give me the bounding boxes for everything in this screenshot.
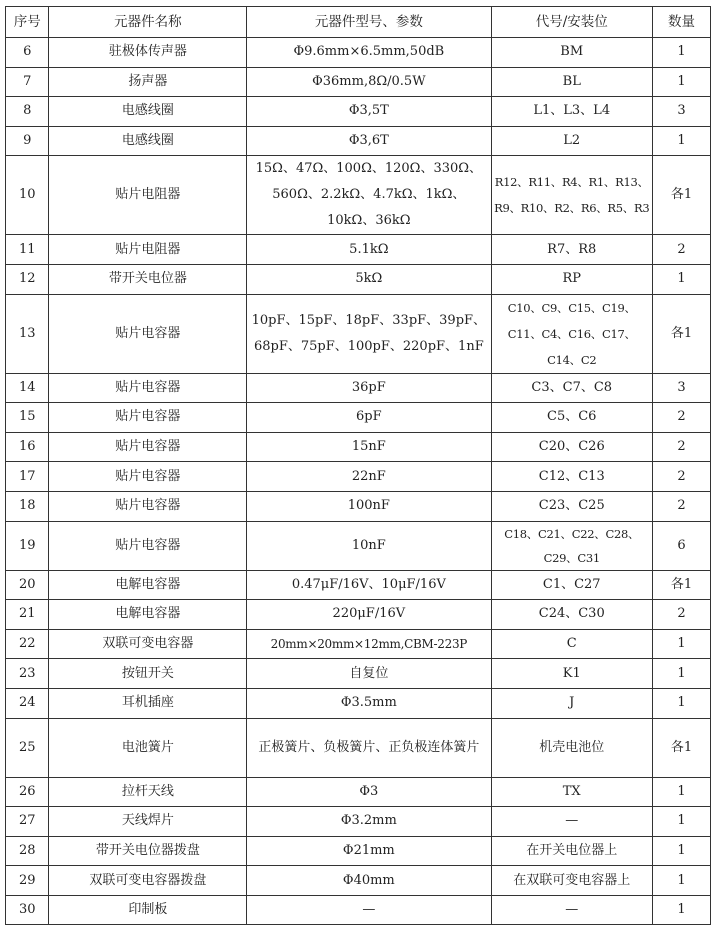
cell-qty: 1 <box>652 866 710 896</box>
cell-spec: Φ21mm <box>247 836 491 866</box>
cell-code: 在开关电位器上 <box>491 836 652 866</box>
cell-code: RP <box>491 264 652 294</box>
cell-no: 24 <box>6 688 49 718</box>
cell-qty: 1 <box>652 67 710 97</box>
table-row <box>6 491 711 521</box>
table-row <box>6 403 711 433</box>
cell-spec: Φ9.6mm×6.5mm,50dB <box>247 38 491 68</box>
cell-qty: 1 <box>652 659 710 689</box>
table-row <box>6 688 711 718</box>
cell-code: C23、C25 <box>491 491 652 521</box>
table-row <box>6 38 711 68</box>
cell-spec: 自复位 <box>247 659 491 689</box>
cell-qty: 1 <box>652 777 710 807</box>
cell-spec: 0.47μF/16V、10μF/16V <box>247 570 491 600</box>
cell-no: 10 <box>6 156 49 235</box>
cell-no: 30 <box>6 895 49 925</box>
cell-code: C20、C26 <box>491 432 652 462</box>
table-row <box>6 264 711 294</box>
cell-qty: 1 <box>652 836 710 866</box>
cell-spec: 5kΩ <box>247 264 491 294</box>
cell-name: 贴片电容器 <box>49 294 247 373</box>
cell-name: 电解电容器 <box>49 600 247 630</box>
cell-no: 11 <box>6 235 49 265</box>
cell-code: BM <box>491 38 652 68</box>
cell-name: 带开关电位器 <box>49 264 247 294</box>
cell-code: C <box>491 629 652 659</box>
cell-code: C5、C6 <box>491 403 652 433</box>
table-row <box>6 600 711 630</box>
cell-spec: Φ3,5T <box>247 97 491 127</box>
cell-spec: 100nF <box>247 491 491 521</box>
cell-code: — <box>491 807 652 837</box>
cell-name: 电感线圈 <box>49 126 247 156</box>
cell-no: 26 <box>6 777 49 807</box>
cell-no: 27 <box>6 807 49 837</box>
cell-no: 9 <box>6 126 49 156</box>
cell-spec: Φ36mm,8Ω/0.5W <box>247 67 491 97</box>
cell-qty: 1 <box>652 38 710 68</box>
table-row <box>6 895 711 925</box>
cell-name: 双联可变电容器拨盘 <box>49 866 247 896</box>
table-row <box>6 629 711 659</box>
cell-code: R12、R11、R4、R1、R13、R9、R10、R2、R6、R5、R3 <box>491 156 652 235</box>
cell-qty: 2 <box>652 491 710 521</box>
cell-no: 25 <box>6 718 49 777</box>
cell-no: 6 <box>6 38 49 68</box>
cell-no: 14 <box>6 373 49 403</box>
cell-name: 按钮开关 <box>49 659 247 689</box>
cell-spec: — <box>247 895 491 925</box>
cell-no: 17 <box>6 462 49 492</box>
cell-no: 15 <box>6 403 49 433</box>
table-row <box>6 718 711 777</box>
cell-qty: 1 <box>652 688 710 718</box>
cell-qty: 各1 <box>652 718 710 777</box>
cell-no: 21 <box>6 600 49 630</box>
cell-no: 23 <box>6 659 49 689</box>
cell-name: 贴片电容器 <box>49 491 247 521</box>
cell-qty: 2 <box>652 462 710 492</box>
cell-spec: 正极簧片、负极簧片、正负极连体簧片 <box>247 718 491 777</box>
cell-qty: 2 <box>652 403 710 433</box>
cell-no: 19 <box>6 521 49 570</box>
cell-qty: 1 <box>652 126 710 156</box>
table-row <box>6 462 711 492</box>
cell-name: 天线焊片 <box>49 807 247 837</box>
cell-spec: 10nF <box>247 521 491 570</box>
cell-spec: Φ40mm <box>247 866 491 896</box>
cell-no: 29 <box>6 866 49 896</box>
cell-spec: Φ3 <box>247 777 491 807</box>
table-row <box>6 659 711 689</box>
cell-no: 28 <box>6 836 49 866</box>
cell-code: C24、C30 <box>491 600 652 630</box>
cell-qty: 6 <box>652 521 710 570</box>
header-row <box>6 7 711 38</box>
cell-spec: Φ3,6T <box>247 126 491 156</box>
cell-no: 8 <box>6 97 49 127</box>
cell-code: K1 <box>491 659 652 689</box>
cell-code: C10、C9、C15、C19、C11、C4、C16、C17、C14、C2 <box>491 294 652 373</box>
cell-name: 电感线圈 <box>49 97 247 127</box>
cell-code: 在双联可变电容器上 <box>491 866 652 896</box>
table-row <box>6 373 711 403</box>
table-row <box>6 432 711 462</box>
table-row <box>6 97 711 127</box>
table-row <box>6 866 711 896</box>
table-row <box>6 777 711 807</box>
cell-qty: 各1 <box>652 294 710 373</box>
cell-name: 贴片电容器 <box>49 403 247 433</box>
cell-qty: 1 <box>652 895 710 925</box>
header-spec: 元器件型号、参数 <box>247 7 491 38</box>
header-no: 序号 <box>6 7 49 38</box>
cell-spec: 6pF <box>247 403 491 433</box>
cell-spec: Φ3.2mm <box>247 807 491 837</box>
cell-code: TX <box>491 777 652 807</box>
table-row <box>6 570 711 600</box>
cell-code: C3、C7、C8 <box>491 373 652 403</box>
cell-qty: 2 <box>652 432 710 462</box>
header-name: 元器件名称 <box>49 7 247 38</box>
cell-no: 22 <box>6 629 49 659</box>
cell-spec: 22nF <box>247 462 491 492</box>
cell-spec: 15Ω、47Ω、100Ω、120Ω、330Ω、560Ω、2.2kΩ、4.7kΩ、1kΩ、10kΩ、36kΩ <box>247 156 491 235</box>
table-row <box>6 836 711 866</box>
cell-qty: 3 <box>652 97 710 127</box>
table-row <box>6 126 711 156</box>
cell-code: J <box>491 688 652 718</box>
cell-name: 贴片电容器 <box>49 373 247 403</box>
header-qty: 数量 <box>652 7 710 38</box>
cell-spec: 36pF <box>247 373 491 403</box>
cell-name: 贴片电容器 <box>49 432 247 462</box>
cell-code: — <box>491 895 652 925</box>
cell-no: 12 <box>6 264 49 294</box>
cell-name: 贴片电阻器 <box>49 235 247 265</box>
cell-spec: 220μF/16V <box>247 600 491 630</box>
cell-no: 20 <box>6 570 49 600</box>
table-row <box>6 235 711 265</box>
table-row <box>6 807 711 837</box>
cell-qty: 1 <box>652 264 710 294</box>
cell-name: 驻极体传声器 <box>49 38 247 68</box>
table-row <box>6 67 711 97</box>
cell-no: 7 <box>6 67 49 97</box>
cell-code: C18、C21、C22、C28、C29、C31 <box>491 521 652 570</box>
table-row <box>6 156 711 235</box>
cell-spec: 5.1kΩ <box>247 235 491 265</box>
cell-no: 16 <box>6 432 49 462</box>
cell-name: 扬声器 <box>49 67 247 97</box>
cell-name: 贴片电阻器 <box>49 156 247 235</box>
cell-name: 贴片电容器 <box>49 521 247 570</box>
cell-name: 双联可变电容器 <box>49 629 247 659</box>
cell-no: 18 <box>6 491 49 521</box>
cell-code: R7、R8 <box>491 235 652 265</box>
cell-qty: 2 <box>652 235 710 265</box>
cell-code: BL <box>491 67 652 97</box>
table-body <box>6 38 711 925</box>
cell-name: 电解电容器 <box>49 570 247 600</box>
cell-spec: 15nF <box>247 432 491 462</box>
cell-name: 贴片电容器 <box>49 462 247 492</box>
cell-qty: 各1 <box>652 570 710 600</box>
cell-qty: 3 <box>652 373 710 403</box>
cell-qty: 1 <box>652 807 710 837</box>
table-row <box>6 521 711 570</box>
cell-name: 拉杆天线 <box>49 777 247 807</box>
table-row <box>6 294 711 373</box>
cell-qty: 2 <box>652 600 710 630</box>
header-code: 代号/安装位 <box>491 7 652 38</box>
cell-name: 电池簧片 <box>49 718 247 777</box>
cell-name: 耳机插座 <box>49 688 247 718</box>
cell-qty: 1 <box>652 629 710 659</box>
cell-code: C1、C27 <box>491 570 652 600</box>
cell-spec: 20mm×20mm×12mm,CBM-223P <box>247 629 491 659</box>
cell-code: 机壳电池位 <box>491 718 652 777</box>
cell-name: 印制板 <box>49 895 247 925</box>
cell-no: 13 <box>6 294 49 373</box>
cell-code: C12、C13 <box>491 462 652 492</box>
cell-qty: 各1 <box>652 156 710 235</box>
components-table <box>5 6 711 925</box>
cell-name: 带开关电位器拨盘 <box>49 836 247 866</box>
cell-spec: 10pF、15pF、18pF、33pF、39pF、68pF、75pF、100pF、220pF、1nF <box>247 294 491 373</box>
cell-code: L1、L3、L4 <box>491 97 652 127</box>
cell-spec: Φ3.5mm <box>247 688 491 718</box>
cell-code: L2 <box>491 126 652 156</box>
